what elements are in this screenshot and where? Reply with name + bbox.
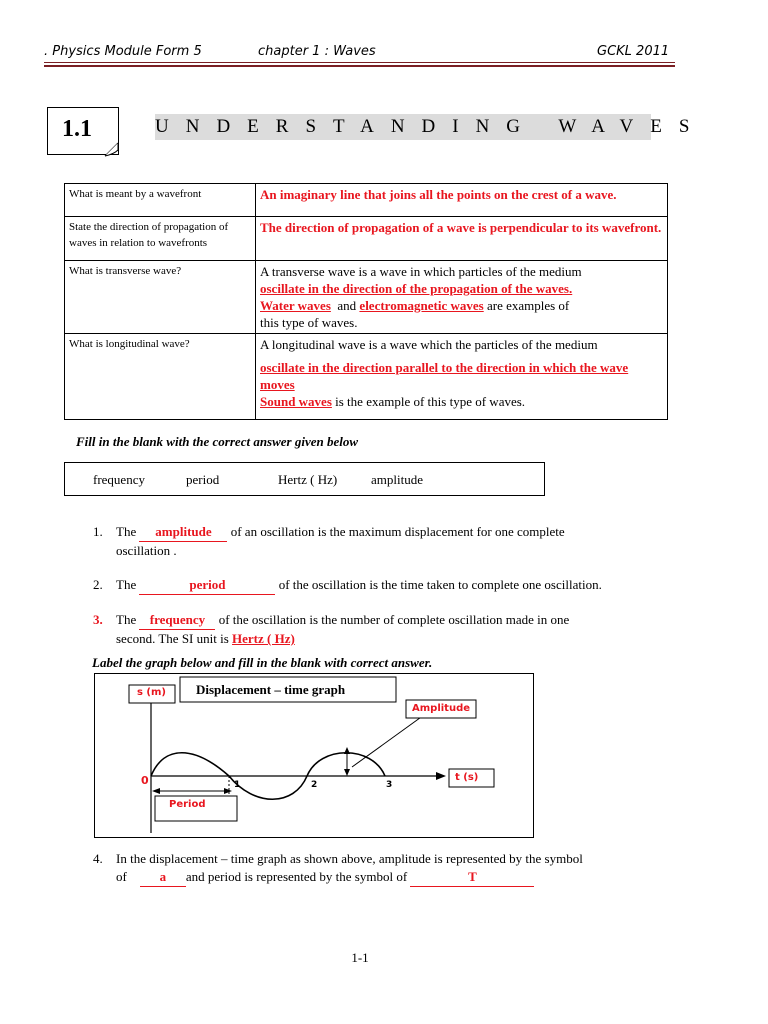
item-pre: The bbox=[116, 524, 137, 539]
header-rule bbox=[44, 62, 675, 63]
item-number: 2. bbox=[93, 577, 103, 592]
answer-text: The direction of propagation of a wave is perpendicular to its wavefront. bbox=[260, 220, 662, 235]
answer-blank: frequency bbox=[139, 611, 215, 630]
table-row bbox=[65, 217, 668, 261]
header-center: chapter 1 : Waves bbox=[258, 44, 376, 59]
answer-cell bbox=[256, 261, 668, 334]
question-text bbox=[116, 850, 676, 887]
item-number: 4. bbox=[93, 851, 103, 866]
answer-intro: A longitudinal wave is a wave which the particles of the medium bbox=[260, 337, 598, 352]
item-line1: In the displacement – time graph as shown above, amplitude is represented by the symbol bbox=[116, 851, 583, 866]
example-2: electromagnetic waves bbox=[359, 298, 484, 313]
fill-instruction: Fill in the blank with the correct answer given below bbox=[76, 434, 359, 449]
tick-label: 1 bbox=[234, 780, 241, 790]
question-cell: What is longitudinal wave? bbox=[65, 334, 256, 420]
table-row bbox=[65, 334, 668, 420]
table-row bbox=[65, 184, 668, 217]
question-item bbox=[93, 611, 103, 629]
tick-label: 2 bbox=[311, 780, 318, 790]
page-curl-icon bbox=[104, 142, 122, 158]
item-post: of an oscillation is the maximum displacement for one complete bbox=[230, 524, 565, 539]
item-number: 3. bbox=[93, 612, 103, 627]
answer-blank: T bbox=[410, 868, 534, 887]
item-mid: and period is represented by the symbol of bbox=[185, 869, 408, 884]
item-pre: The bbox=[116, 612, 137, 627]
word-bank-item: amplitude bbox=[371, 472, 423, 487]
period-label: Period bbox=[169, 799, 206, 810]
question-item bbox=[93, 850, 103, 868]
answer-connector: and bbox=[337, 298, 357, 313]
definitions-table bbox=[64, 183, 668, 420]
question-cell: What is meant by a wavefront bbox=[65, 184, 256, 217]
header-left: . Physics Module Form 5 bbox=[44, 44, 202, 59]
item-number: 1. bbox=[93, 524, 103, 539]
example-1: Sound waves bbox=[260, 394, 332, 409]
y-axis-label: s (m) bbox=[137, 687, 166, 698]
answer-blank: Hertz ( Hz) bbox=[232, 631, 295, 646]
item-post: of the oscillation is the number of complete oscillation made in one bbox=[218, 612, 570, 627]
table-row bbox=[65, 261, 668, 334]
word-bank-item: Hertz ( Hz) bbox=[278, 472, 338, 487]
answer-tail-2: this type of waves. bbox=[260, 315, 358, 330]
answer-blank: period bbox=[139, 576, 275, 595]
question-cell: State the direction of propagation of waves in relation to wavefronts bbox=[65, 217, 256, 261]
item-cont: second. The SI unit is bbox=[116, 631, 229, 646]
answer-text: oscillate in the direction of the propagation of the waves. bbox=[260, 281, 573, 296]
answer-tail: are examples of bbox=[486, 298, 570, 313]
item-pre: of bbox=[116, 869, 127, 884]
section-title: UNDERSTANDING WAVES bbox=[155, 114, 651, 140]
header-right: GCKL 2011 bbox=[597, 44, 670, 59]
answer-tail: is the example of this type of waves. bbox=[335, 394, 526, 409]
graph-title: Displacement – time graph bbox=[196, 682, 346, 697]
graph-instruction: Label the graph below and fill in the blank with correct answer. bbox=[92, 655, 433, 670]
section-number: 1.1 bbox=[62, 116, 92, 142]
x-axis-label: t (s) bbox=[455, 772, 479, 783]
amplitude-pointer bbox=[352, 715, 424, 767]
x-axis-arrow bbox=[436, 772, 446, 780]
origin-label: 0 bbox=[141, 774, 149, 787]
question-item bbox=[93, 576, 103, 594]
question-item bbox=[93, 523, 103, 541]
word-bank-item: period bbox=[186, 472, 220, 487]
question-text bbox=[116, 523, 676, 560]
answer-intro: A transverse wave is a wave in which particles of the medium bbox=[260, 264, 582, 279]
answer-blank: amplitude bbox=[139, 523, 227, 542]
header-rule-thick bbox=[44, 65, 675, 67]
example-1: Water waves bbox=[260, 298, 331, 313]
answer-cell bbox=[256, 217, 668, 261]
answer-text: oscillate in the direction parallel to the direction in which the wave moves bbox=[260, 360, 629, 392]
question-text bbox=[116, 611, 676, 648]
answer-cell bbox=[256, 184, 668, 217]
item-cont: oscillation . bbox=[116, 543, 177, 558]
amplitude-label: Amplitude bbox=[412, 703, 471, 714]
page-number: 1-1 bbox=[351, 950, 369, 965]
answer-cell bbox=[256, 334, 668, 420]
answer-blank: a bbox=[140, 868, 186, 887]
item-pre: The bbox=[116, 577, 137, 592]
item-post: of the oscillation is the time taken to complete one oscillation. bbox=[278, 577, 602, 592]
word-bank bbox=[64, 462, 545, 496]
tick-label: 3 bbox=[386, 780, 393, 790]
answer-text: An imaginary line that joins all the points on the crest of a wave. bbox=[260, 187, 617, 202]
question-cell: What is transverse wave? bbox=[65, 261, 256, 334]
word-bank-item: frequency bbox=[93, 472, 145, 487]
question-text bbox=[116, 576, 676, 595]
